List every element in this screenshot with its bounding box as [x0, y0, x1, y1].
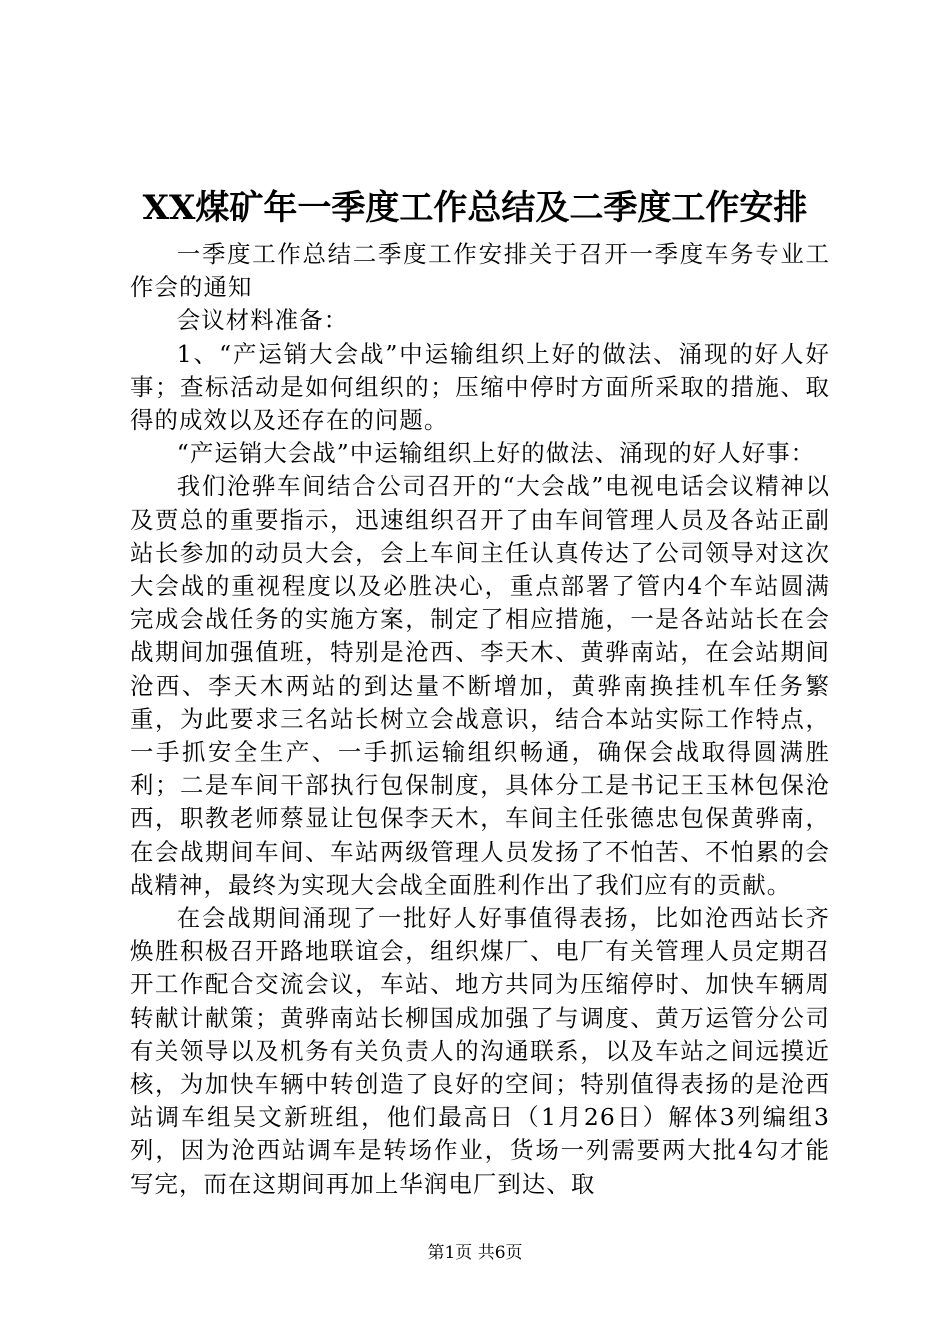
paragraph-materials-heading: 会议材料准备： — [176, 306, 349, 335]
paragraph-item-1: 1、“产运销大会战”中运输组织上好的做法、涌现的好人好事；查标活动是如何组织的；压缩中停时方面所采取的措施、取得的成效以及还存在的问题。 — [130, 339, 830, 435]
document-title: XX煤矿年一季度工作总结及二季度工作安排 — [142, 188, 808, 228]
paragraph-subheading: “产运销大会战”中运输组织上好的做法、涌现的好人好事： — [176, 439, 816, 468]
page-footer: 第1页 共6页 — [427, 1243, 523, 1263]
document-body — [130, 238, 830, 1201]
paragraph-good-deeds: 在会战期间涌现了一批好人好事值得表扬，比如沧西站长齐焕胜积极召开路地联谊会，组织煤厂、电厂有关管理人员定期召开工作配合交流会议，车站、地方共同为压缩停时、加快车辆周转献计献策；黄骅南站长柳国成加强了与调度、黄万运管分公司有关领导以及机务有关负责人的沟通联系，以及车站之间远摸近核，为加快车辆中转创造了良好的空间；特别值得表扬的是沧西站调车组吴文新班组，他们最高日（1月26日）解体3列编组3列，因为沧西站调车是转场作业，货场一列需要两大批4勾才能写完，而在这期间再加上华润电厂到达、取 — [130, 904, 830, 1198]
paragraph-workshop-summary: 我们沧骅车间结合公司召开的“大会战”电视电话会议精神以及贾总的重要指示，迅速组织召开了由车间管理人员及各站正副站长参加的动员大会，会上车间主任认真传达了公司领导对这次大会战的重视程度以及必胜决心，重点部署了管内4个车站圆满完成会战任务的实施方案，制定了相应措施，一是各站站长在会战期间加强值班，特别是沧西、李天木、黄骅南站，在会站期间沧西、李天木两站的到达量不断增加，黄骅南换挂机车任务繁重，为此要求三名站长树立会战意识，结合本站实际工作特点，一手抓安全生产、一手抓运输组织畅通，确保会战取得圆满胜利；二是车间干部执行包保制度，具体分工是书记王玉林包保沧西，职教老师蔡显让包保李天木，车间主任张德忠包保黄骅南，在会战期间车间、车站两级管理人员发扬了不怕苦、不怕累的会战精神，最终为实现大会战全面胜利作出了我们应有的贡献。 — [130, 472, 830, 899]
paragraph-notice: 一季度工作总结二季度工作安排关于召开一季度车务专业工作会的通知 — [130, 240, 830, 302]
